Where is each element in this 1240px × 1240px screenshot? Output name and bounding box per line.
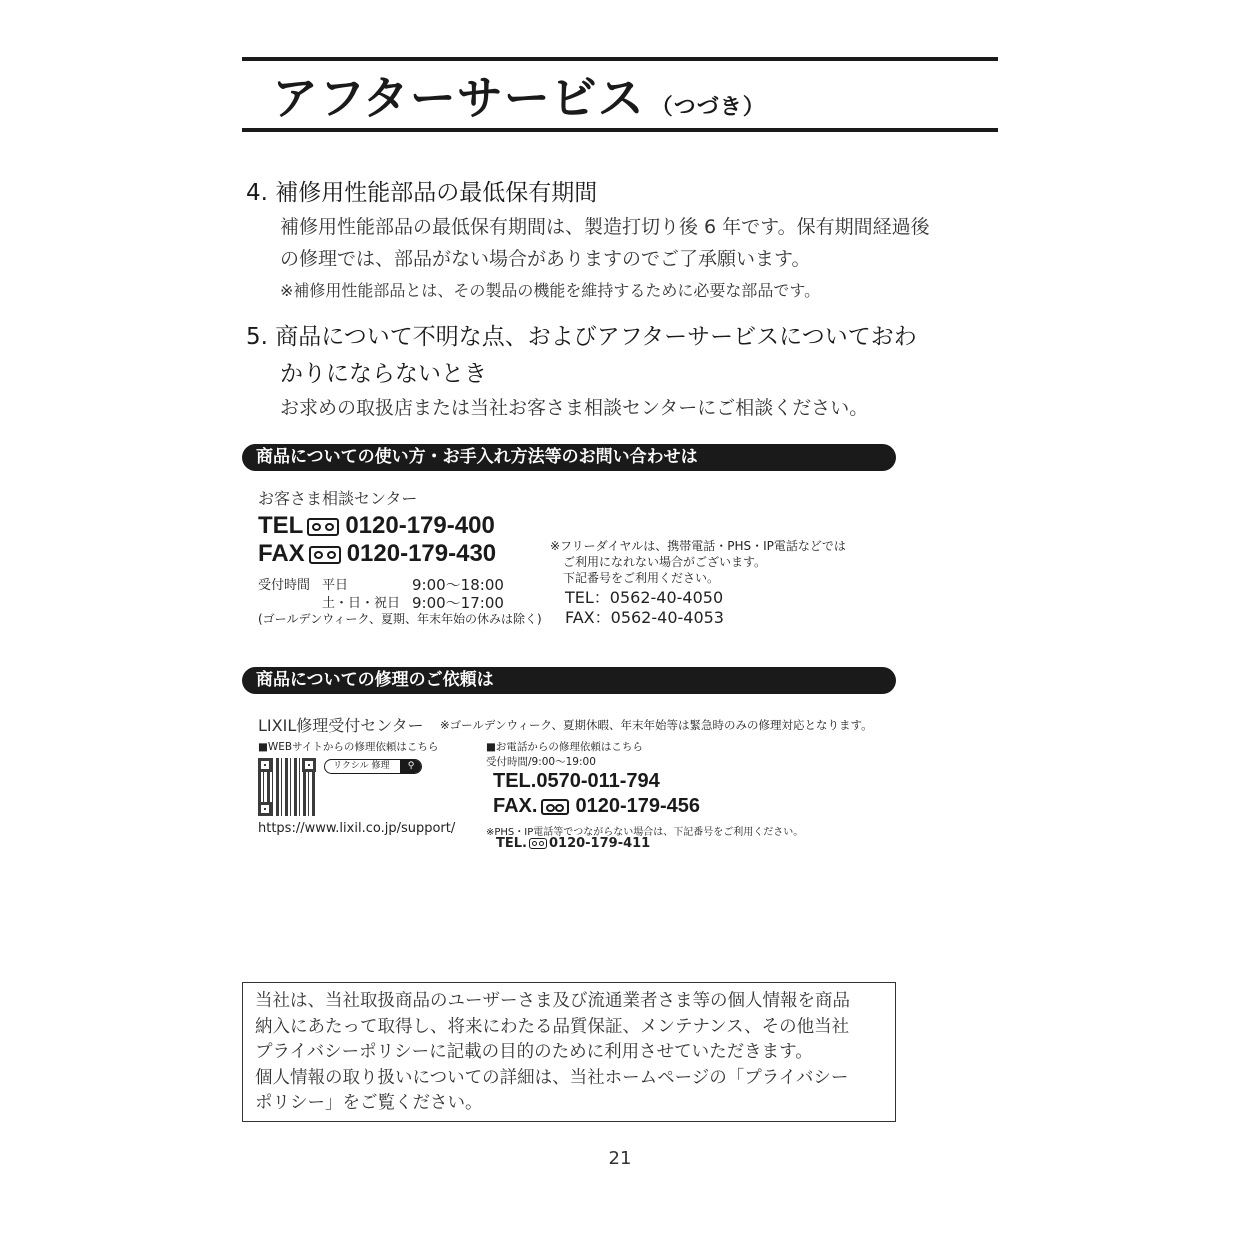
freedial-note-1: ※フリーダイヤルは、携帯電話・PHS・IP電話などでは [550, 539, 846, 553]
section4-line-1: 補修用性能部品の最低保有期間は、製造打切り後 6 年です。保有期間経過後 [280, 216, 930, 238]
title-suffix: （つづき） [650, 95, 766, 120]
repair-alt-tel-number: 0120-179-411 [548, 836, 651, 851]
title-text: アフターサービス [272, 71, 645, 125]
section5-heading-line-2: かりにならないとき [280, 361, 487, 387]
hours-label: 受付時間 [258, 578, 311, 593]
repair-tel: TEL.0570-011-794 [493, 770, 660, 792]
tel-label: TEL [258, 512, 304, 539]
section4-note: ※補修用性能部品とは、その製品の機能を維持するために必要な部品です。 [280, 281, 821, 300]
repair-alt-tel [496, 836, 650, 851]
inquiry-bar: 商品についての使い方・お手入れ方法等のお問い合わせは [242, 444, 896, 471]
privacy-line: 当社は、当社取扱商品のユーザーさま及び流通業者さま等の個人情報を商品 [255, 991, 850, 1011]
search-text: リクシル 修理 [333, 761, 390, 771]
privacy-line: 個人情報の取り扱いについての詳細は、当社ホームページの「プライバシー [255, 1067, 849, 1088]
fax-number: 0120-179-430 [346, 540, 497, 567]
privacy-line: 納入にあたって取得し、将来にわたる品質保証、メンテナンス、その他当社 [255, 1016, 850, 1037]
phs-note: ※PHS・IP電話等でつながらない場合は、下記番号をご利用ください。 [486, 827, 804, 838]
repair-fax-number: 0120-179-456 [575, 795, 701, 817]
privacy-line: ポリシー」をご覧ください。 [255, 1093, 483, 1113]
inquiry-tel [258, 512, 495, 540]
alt-tel: TEL：0562-40-4050 [565, 588, 724, 607]
freedial-icon [307, 518, 339, 536]
inquiry-center-name: お客さま相談センター [258, 489, 418, 508]
weekend-label: 土・日・祝日 [322, 596, 401, 611]
title-bottom-rule [242, 128, 998, 132]
section5-heading-line-1: 5. 商品について不明な点、およびアフターサービスについておわ [246, 324, 917, 350]
freedial-note-2: ご利用になれない場合がございます。 [563, 555, 767, 569]
weekend-hours: 9:00〜17:00 [412, 594, 504, 612]
section4-heading: 4. 補修用性能部品の最低保有期間 [246, 180, 598, 206]
tel-number: 0120-179-400 [345, 512, 495, 539]
holiday-note: (ゴールデンウィーク、夏期、年末年始の休みは除く) [258, 612, 542, 626]
alt-fax: FAX：0562-40-4053 [565, 608, 724, 627]
top-rule [242, 57, 998, 61]
repair-alt-tel-label: TEL. [496, 836, 527, 851]
phone-label: ■お電話からの修理依頼はこちら [486, 741, 643, 753]
repair-center-name: LIXIL修理受付センター [258, 716, 424, 735]
phone-hours: 受付時間/9:00〜19:00 [486, 756, 596, 768]
section4-line-2: の修理では、部品がない場合がありますのでご了承願います。 [280, 248, 811, 270]
web-label: ■WEBサイトからの修理依頼はこちら [258, 741, 439, 753]
repair-center-note: ※ゴールデンウィーク、夏期休暇、年末年始等は緊急時のみの修理対応となります。 [440, 718, 873, 732]
freedial-icon [309, 546, 341, 564]
search-box[interactable] [324, 759, 422, 774]
privacy-line: プライバシーポリシーに記載の目的のために利用させていただきます。 [255, 1042, 813, 1062]
weekday-label: 平日 [322, 578, 349, 593]
freedial-icon [529, 838, 547, 849]
page-title [272, 62, 766, 128]
inquiry-fax [258, 540, 496, 568]
qr-code[interactable] [258, 758, 316, 816]
fax-label: FAX [258, 540, 305, 567]
freedial-icon [541, 799, 569, 815]
freedial-note-3: 下記番号をご利用ください。 [563, 571, 720, 585]
weekday-hours: 9:00〜18:00 [412, 576, 504, 594]
repair-fax [493, 795, 700, 818]
repair-bar: 商品についての修理のご依頼は [242, 667, 896, 694]
repair-fax-label: FAX. [493, 795, 538, 817]
privacy-notice [242, 982, 896, 1122]
section5-body: お求めの取扱店または当社お客さま相談センターにご相談ください。 [280, 397, 869, 419]
support-url[interactable]: https://www.lixil.co.jp/support/ [258, 821, 456, 836]
search-icon[interactable]: ⚲ [400, 759, 422, 774]
page-number: 21 [608, 1148, 632, 1169]
